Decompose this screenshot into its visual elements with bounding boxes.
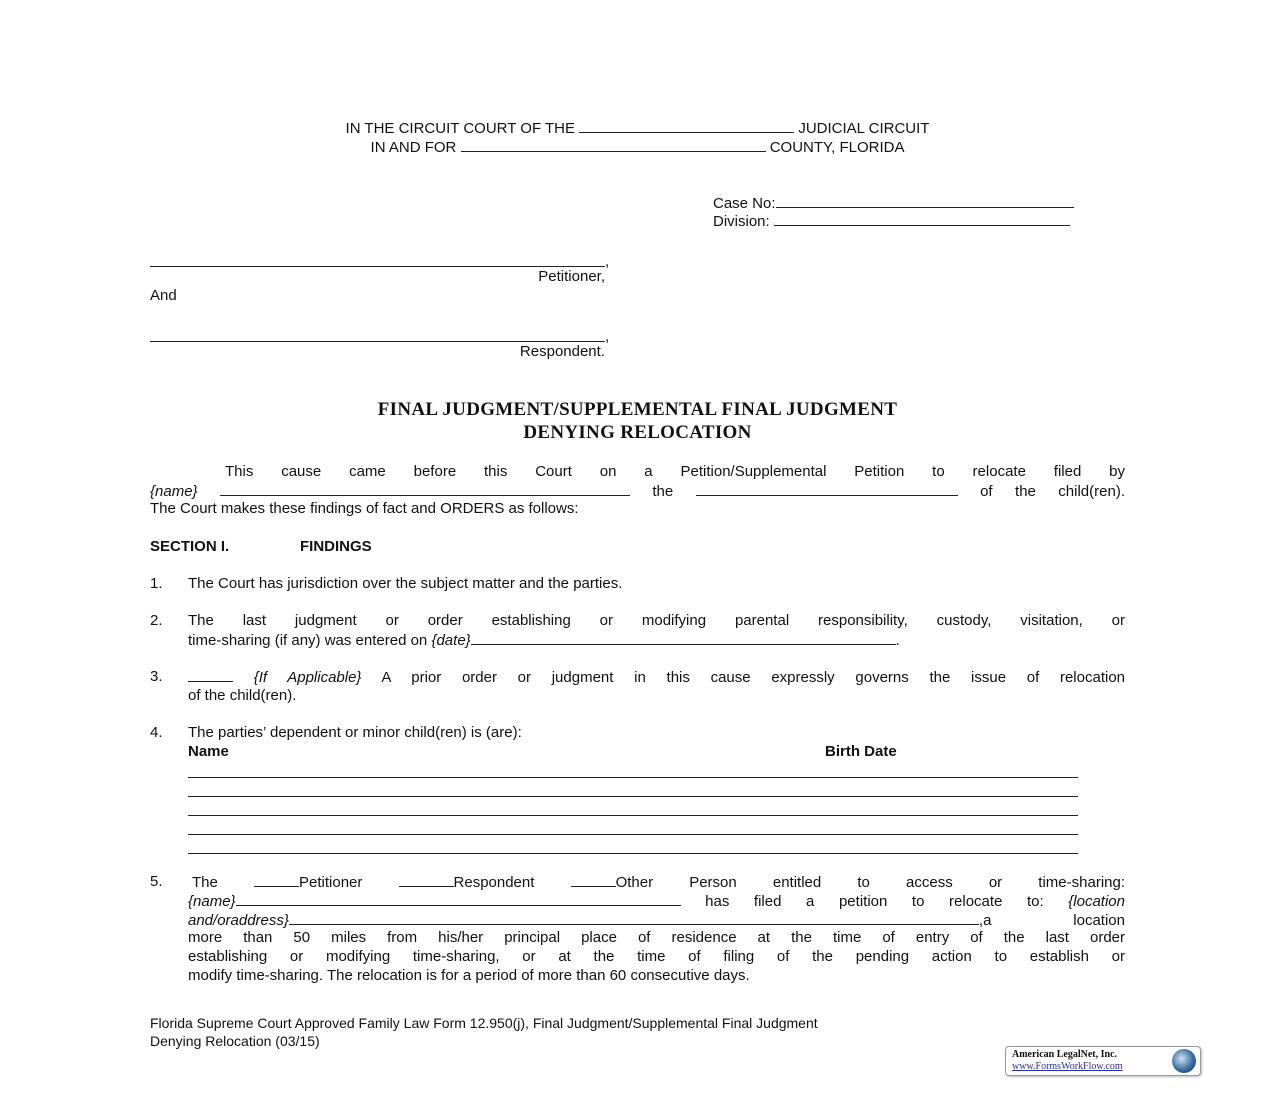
comma: ,: [605, 253, 610, 270]
name-hint: {name}: [150, 483, 198, 500]
finding-5-text: Petitioner: [299, 874, 363, 891]
child-row-field[interactable]: [188, 853, 1078, 854]
finding-5-text: Other Person entitled to access or time-sharing:: [615, 874, 1125, 891]
other-person-check-blank[interactable]: [571, 872, 616, 887]
address-hint: and/oraddress}: [188, 912, 289, 929]
case-no-field[interactable]: [776, 193, 1074, 208]
if-applicable-checkbox-blank[interactable]: [188, 667, 233, 682]
period: .: [895, 632, 900, 649]
logo-link[interactable]: www.FormsWorkFlow.com: [1012, 1061, 1123, 1072]
respondent-label: Respondent.: [519, 343, 605, 360]
location-hint: {location: [1068, 893, 1125, 910]
filer-relation-field[interactable]: [696, 481, 958, 496]
section-label: SECTION I.: [150, 538, 230, 555]
finding-4: The parties’ dependent or minor child(ren) is (are):: [188, 724, 522, 741]
finding-3: A prior order or judgment in this cause expressly governs the issue of relocation: [381, 669, 1126, 686]
finding-2: The last judgment or order establishing or modifying parental responsibility, custody, visitation, or: [188, 612, 1125, 629]
finding-5-line: modify time-sharing. The relocation is for a period of more than 60 consecutive days.: [188, 967, 750, 984]
petitioner-label: Petitioner,: [538, 268, 605, 285]
filer-name-field[interactable]: [220, 481, 630, 496]
name-hint: {name}: [188, 893, 236, 910]
american-legalnet-logo[interactable]: [1005, 1046, 1201, 1076]
item-number: 5.: [150, 873, 163, 890]
division-label: Division:: [713, 213, 770, 230]
item-number: 3.: [150, 668, 163, 685]
header-text: JUDICIAL CIRCUIT: [798, 120, 930, 137]
item-number: 2.: [150, 612, 163, 629]
finding-5-text: Respondent: [453, 874, 535, 891]
county-blank[interactable]: [461, 137, 766, 152]
globe-icon: [1172, 1049, 1196, 1073]
judgment-date-field[interactable]: [471, 630, 896, 645]
and-label: And: [150, 287, 177, 304]
header-text: IN AND FOR: [370, 139, 457, 156]
column-name: Name: [188, 743, 229, 760]
item-number: 4.: [150, 724, 163, 741]
item-number: 1.: [150, 575, 163, 592]
intro-text: the: [652, 483, 674, 500]
footer-form-id: Florida Supreme Court Approved Family Law Form 12.950(j), Final Judgment/Supplemental Final Judgment: [150, 1015, 818, 1031]
finding-5-text: has filed a petition to relocate to:: [705, 893, 1044, 910]
location-field[interactable]: [289, 910, 979, 925]
if-applicable-hint: {If Applicable}: [253, 669, 362, 686]
finding-5-text: ,a location: [978, 912, 1125, 929]
child-row-field[interactable]: [188, 815, 1078, 816]
finding-5-line: establishing or modifying time-sharing, or at the time of filing of the pending action to establish or: [188, 948, 1125, 965]
relocating-person-field[interactable]: [236, 891, 681, 906]
child-row-field[interactable]: [188, 796, 1078, 797]
comma: ,: [605, 328, 610, 345]
logo-name: American LegalNet, Inc.: [1012, 1049, 1117, 1060]
document-subtitle: DENYING RELOCATION: [523, 422, 752, 443]
respondent-check-blank[interactable]: [399, 872, 454, 887]
finding-5-line: more than 50 miles from his/her principal place of residence at the time of entry of the last order: [188, 929, 1125, 946]
finding-2-text: time-sharing (if any) was entered on: [188, 632, 428, 649]
intro-text: of the child(ren).: [980, 483, 1125, 500]
intro-line: The Court makes these findings of fact and ORDERS as follows:: [150, 500, 579, 517]
finding-5-text: The: [192, 874, 218, 891]
date-hint: {date}: [431, 632, 471, 649]
division-field[interactable]: [774, 211, 1070, 226]
finding-1: The Court has jurisdiction over the subject matter and the parties.: [188, 575, 623, 592]
child-row-field[interactable]: [188, 834, 1078, 835]
division-row: [713, 211, 1070, 230]
column-birth-date: Birth Date: [825, 743, 897, 760]
footer-form-name: Denying Relocation (03/15): [150, 1033, 320, 1049]
section-title: FINDINGS: [300, 538, 372, 555]
header-text: COUNTY, FLORIDA: [769, 139, 905, 156]
child-row-field[interactable]: [188, 777, 1078, 778]
intro-line: This cause came before this Court on a Petition/Supplemental Petition to relocate filed by: [225, 463, 1125, 480]
case-no-label: Case No:: [713, 195, 776, 212]
circuit-blank[interactable]: [579, 118, 794, 133]
document-title: FINAL JUDGMENT/SUPPLEMENTAL FINAL JUDGMENT: [377, 399, 898, 420]
finding-3-cont: of the child(ren).: [188, 687, 297, 704]
header-text: IN THE CIRCUIT COURT OF THE: [345, 120, 575, 137]
petitioner-check-blank[interactable]: [254, 872, 299, 887]
case-number-row: [713, 193, 1074, 212]
